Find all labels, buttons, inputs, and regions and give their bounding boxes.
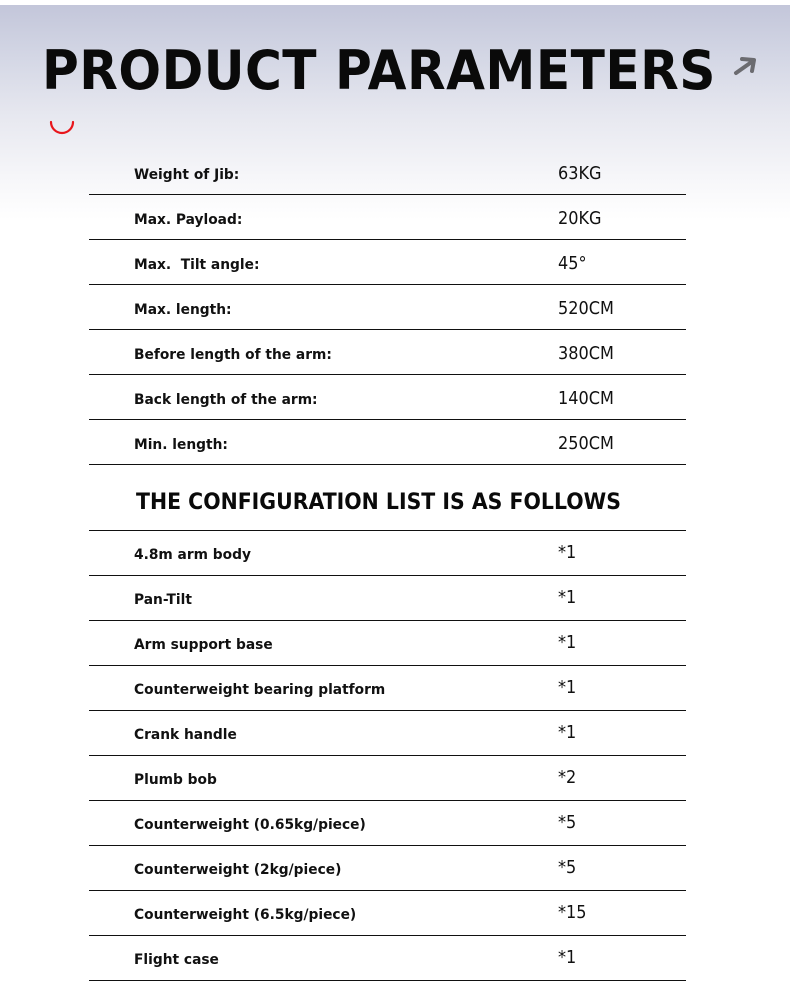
param-value: 380CM [558, 344, 614, 364]
param-value: 20KG [558, 209, 602, 229]
table-row [89, 891, 686, 936]
param-value: 45° [558, 254, 587, 274]
red-arc-icon [49, 120, 75, 136]
item-quantity: *1 [558, 588, 577, 608]
item-label: Pan-Tilt [134, 592, 192, 608]
table-row [89, 420, 686, 465]
item-label: Crank handle [134, 727, 237, 743]
param-value: 63KG [558, 164, 602, 184]
param-label: Weight of Jib: [134, 167, 240, 183]
param-value: 520CM [558, 299, 614, 319]
item-label: Counterweight bearing platform [134, 682, 386, 698]
item-quantity: *5 [558, 813, 577, 833]
item-label: 4.8m arm body [134, 547, 251, 563]
item-label: Counterweight (6.5kg/piece) [134, 907, 357, 923]
item-quantity: *1 [558, 723, 577, 743]
table-row [89, 801, 686, 846]
table-row [89, 375, 686, 420]
arrow-up-right-icon [732, 55, 758, 77]
table-row [89, 756, 686, 801]
table-row [89, 711, 686, 756]
table-row [89, 531, 686, 576]
item-quantity: *5 [558, 858, 577, 878]
configuration-list-table [89, 530, 686, 981]
table-row [89, 846, 686, 891]
item-label: Flight case [134, 952, 219, 968]
item-label: Counterweight (2kg/piece) [134, 862, 342, 878]
table-row [89, 195, 686, 240]
page-title: PRODUCT PARAMETERS [42, 39, 716, 102]
table-row [89, 936, 686, 981]
item-quantity: *1 [558, 948, 577, 968]
item-label: Counterweight (0.65kg/piece) [134, 817, 366, 833]
item-quantity: *1 [558, 543, 577, 563]
param-value: 140CM [558, 389, 614, 409]
param-label: Max. length: [134, 302, 232, 318]
item-quantity: *15 [558, 903, 587, 923]
item-quantity: *1 [558, 678, 577, 698]
table-row [89, 576, 686, 621]
param-value: 250CM [558, 434, 614, 454]
param-label: Max. Payload: [134, 212, 243, 228]
table-row [89, 330, 686, 375]
configuration-list-title: THE CONFIGURATION LIST IS AS FOLLOWS [136, 490, 621, 515]
table-row [89, 240, 686, 285]
table-row [89, 285, 686, 330]
product-parameters-table [89, 150, 686, 465]
param-label: Max. Tilt angle: [134, 257, 260, 273]
item-label: Plumb bob [134, 772, 217, 788]
table-row [89, 666, 686, 711]
item-quantity: *1 [558, 633, 577, 653]
param-label: Before length of the arm: [134, 347, 332, 363]
item-label: Arm support base [134, 637, 273, 653]
item-quantity: *2 [558, 768, 577, 788]
table-row [89, 621, 686, 666]
table-row [89, 150, 686, 195]
param-label: Min. length: [134, 437, 228, 453]
param-label: Back length of the arm: [134, 392, 318, 408]
